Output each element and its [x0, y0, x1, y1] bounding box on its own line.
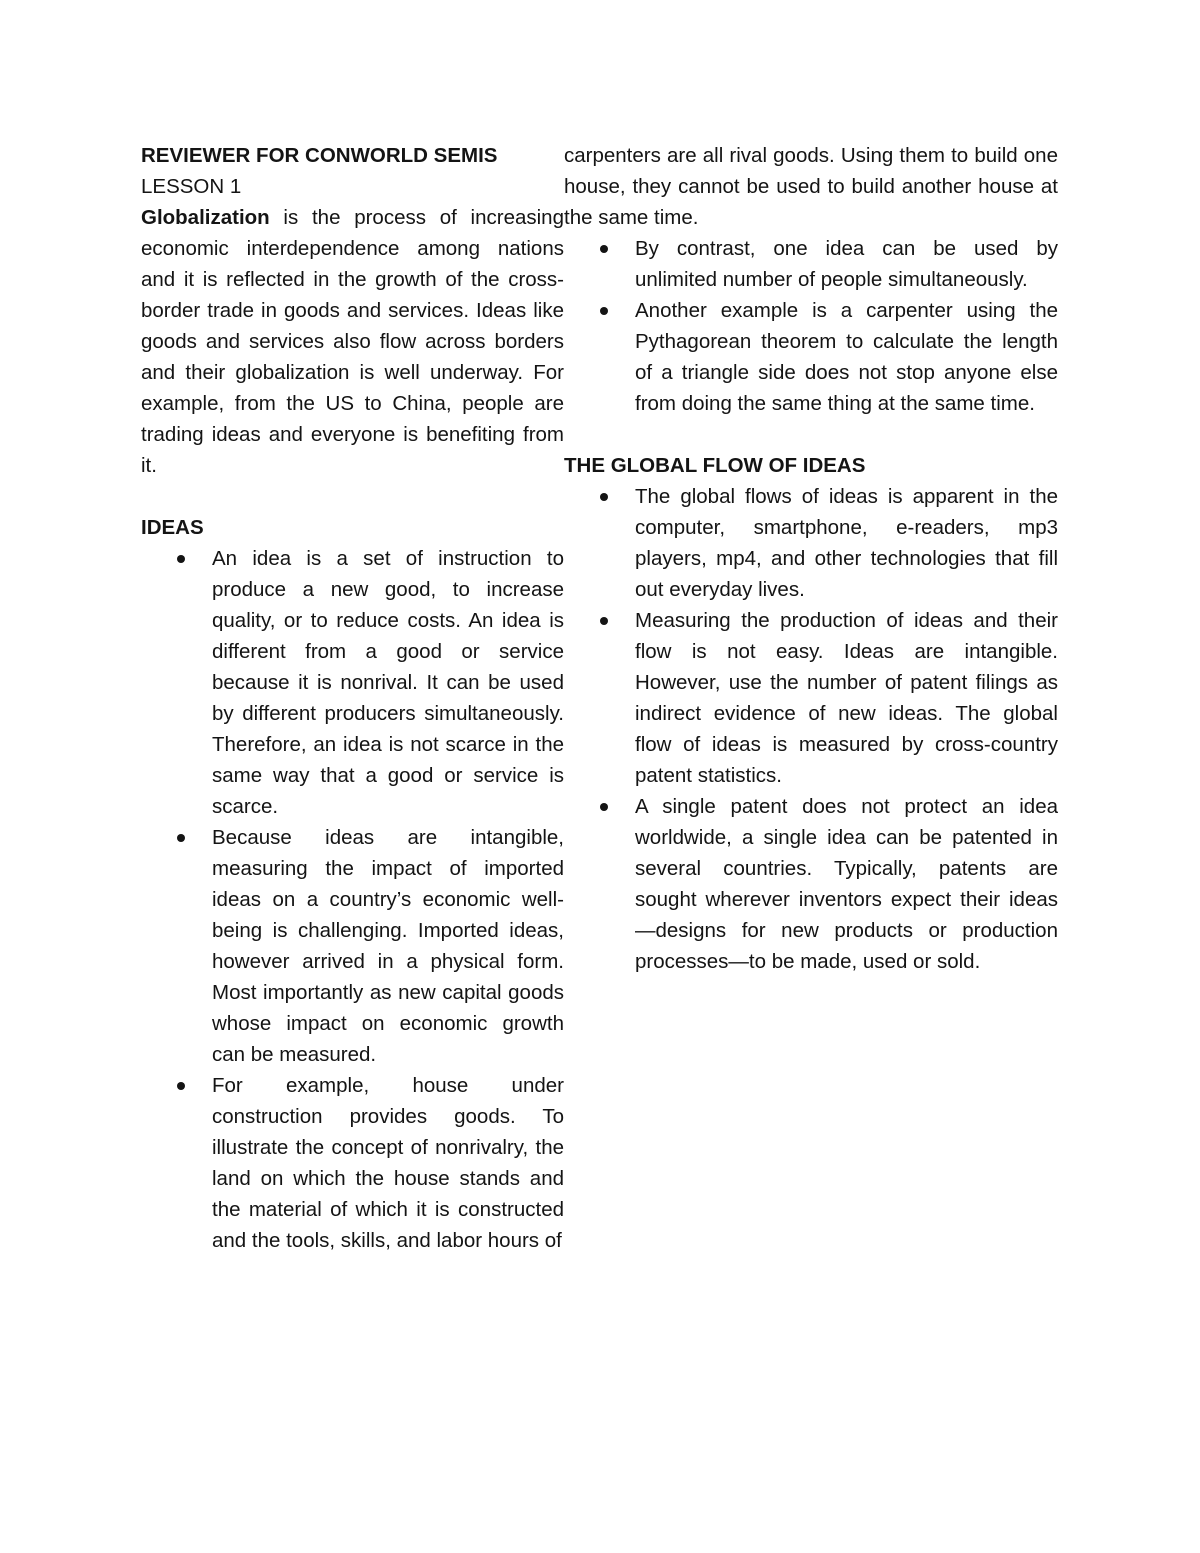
- bullet-icon: [600, 307, 608, 315]
- section-heading-ideas: IDEAS: [141, 516, 204, 539]
- intro-paragraph: [141, 202, 564, 481]
- list-item: [141, 543, 564, 822]
- global-flow-list: [564, 481, 1058, 977]
- ideas-list: [141, 543, 564, 1256]
- intro-text: is the process of increasing economic interdependence among nations and it is reflected in the growth of the cross-border trade in goods and services. Ideas like goods and services also flow across borders and their globalization is well underway. For example, from the US to China, people are trading ideas and everyone is benefiting from it.: [141, 206, 564, 477]
- section-heading-global-flow: THE GLOBAL FLOW OF IDEAS: [564, 454, 866, 477]
- left-column: [141, 140, 564, 1256]
- list-item: [141, 1070, 564, 1256]
- lesson-label: LESSON 1: [141, 175, 242, 198]
- bullet-icon: [600, 245, 608, 253]
- list-item: [564, 295, 1058, 419]
- continued-list-text: carpenters are all rival goods. Using them to build one house, they cannot be used to build another house at the same time.: [564, 144, 1058, 229]
- list-item: [564, 233, 1058, 295]
- list-item: [564, 481, 1058, 605]
- bullet-icon: [177, 834, 185, 842]
- list-item-text: Measuring the production of ideas and their flow is not easy. Ideas are intangible. However, use the number of patent filings as indirect evidence of new ideas. The global flow of ideas is measured by cross-country patent statistics.: [635, 609, 1058, 787]
- list-item: [564, 791, 1058, 977]
- list-item-text: By contrast, one idea can be used by unlimited number of people simultaneously.: [635, 237, 1058, 291]
- ideas-list-continued: [564, 233, 1058, 419]
- list-item-text: Another example is a carpenter using the Pythagorean theorem to calculate the length of a triangle side does not stop anyone else from doing the same thing at the same time.: [635, 299, 1058, 415]
- intro-term: Globalization: [141, 206, 270, 229]
- spacer: [635, 419, 1058, 450]
- list-item: [564, 605, 1058, 791]
- list-item-text: Because ideas are intangible, measuring the impact of imported ideas on a country’s economic well-being is challenging. Imported ideas, however arrived in a physical form. Most importantly as new capital goods whose impact on economic growth can be measured.: [212, 826, 564, 1066]
- spacer: [141, 481, 564, 512]
- list-item-text: The global flows of ideas is apparent in the computer, smartphone, e-readers, mp3 players, mp4, and other technologies that fill out everyday lives.: [635, 485, 1058, 601]
- document-title: REVIEWER FOR CONWORLD SEMIS: [141, 144, 498, 167]
- list-item-text: An idea is a set of instruction to produce a new good, to increase quality, or to reduce costs. An idea is different from a good or service because it is nonrival. It can be used by different producers simultaneously. Therefore, an idea is not scarce in the same way that a good or service is scarce.: [212, 547, 564, 818]
- bullet-icon: [177, 555, 185, 563]
- list-item-text: A single patent does not protect an idea worldwide, a single idea can be patented in several countries. Typically, patents are sought wherever inventors expect their ideas—designs for new products or production processes—to be made, used or sold.: [635, 795, 1058, 973]
- bullet-icon: [600, 803, 608, 811]
- list-item: [141, 822, 564, 1070]
- bullet-icon: [177, 1082, 185, 1090]
- right-column: [564, 140, 1058, 977]
- list-item-text: For example, house under construction provides goods. To illustrate the concept of nonrivalry, the land on which the house stands and the material of which it is constructed and the tools, skills, and labor hours of: [212, 1074, 564, 1252]
- bullet-icon: [600, 617, 608, 625]
- bullet-icon: [600, 493, 608, 501]
